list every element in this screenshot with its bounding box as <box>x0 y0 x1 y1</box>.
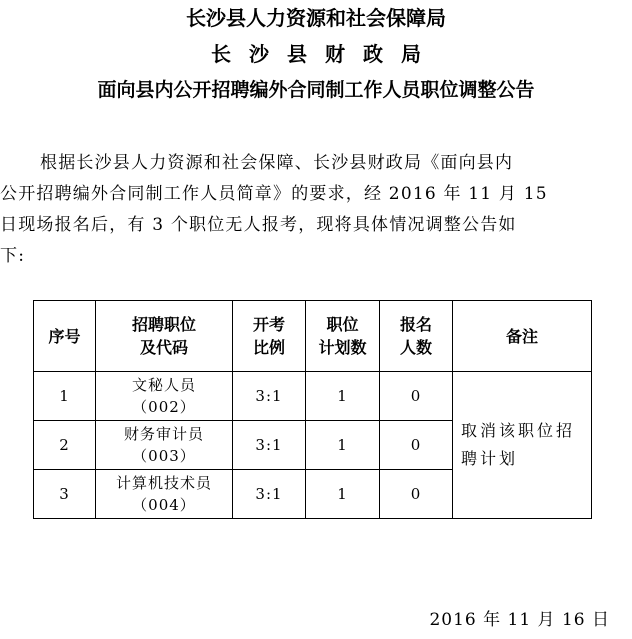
header-position-line-2: 及代码 <box>139 338 188 357</box>
issuer-line-hr-bureau: 长沙县人力资源和社会保障局 <box>186 6 446 30</box>
cell-plan: 1 <box>306 470 380 519</box>
issue-date: 2016 年 11 月 16 日 <box>429 610 610 630</box>
header-plan <box>306 301 380 372</box>
cell-position-code: （004） <box>132 496 196 514</box>
cell-applicants: 0 <box>380 372 453 421</box>
header-position <box>96 301 233 372</box>
body-paragraph-line-2: 公开招聘编外合同制工作人员简章》的要求，经 2016 年 11 月 15 <box>0 184 548 204</box>
header-plan-line-1: 职位 <box>326 315 359 334</box>
cell-position <box>96 421 233 470</box>
header-plan-line-2: 计划数 <box>318 338 367 357</box>
header-position-line-1: 招聘职位 <box>131 315 196 334</box>
cell-applicants: 0 <box>380 421 453 470</box>
cell-position <box>96 372 233 421</box>
header-ratio-line-1: 开考 <box>252 315 285 334</box>
cell-position-code: （003） <box>132 447 196 465</box>
table-header-row <box>34 301 592 372</box>
cell-ratio: 3:1 <box>233 421 306 470</box>
header-note: 备注 <box>453 301 592 372</box>
body-paragraph-line-1: 根据长沙县人力资源和社会保障、长沙县财政局《面向县内 <box>40 153 514 173</box>
cell-seq: 2 <box>34 421 96 470</box>
cell-applicants: 0 <box>380 470 453 519</box>
cell-position-name: 计算机技术员 <box>115 474 212 492</box>
cell-ratio: 3:1 <box>233 470 306 519</box>
document-title: 面向县内公开招聘编外合同制工作人员职位调整公告 <box>97 79 535 101</box>
cell-ratio: 3:1 <box>233 372 306 421</box>
cell-note: 取消该职位招聘计划 <box>453 372 592 519</box>
header-applicants-line-2: 人数 <box>399 338 432 357</box>
body-paragraph-line-4: 下: <box>0 246 26 266</box>
header-applicants <box>380 301 453 372</box>
cell-position-name: 财务审计员 <box>123 425 204 443</box>
issuer-line-finance-bureau: 长沙县财政局 <box>211 42 439 66</box>
header-seq: 序号 <box>34 301 96 372</box>
cell-position <box>96 470 233 519</box>
cell-seq: 3 <box>34 470 96 519</box>
cell-plan: 1 <box>306 421 380 470</box>
cell-position-code: （002） <box>132 398 196 416</box>
cell-position-name: 文秘人员 <box>131 376 196 394</box>
cell-seq: 1 <box>34 372 96 421</box>
header-ratio-line-2: 比例 <box>252 338 285 357</box>
header-applicants-line-1: 报名 <box>399 315 432 334</box>
cell-plan: 1 <box>306 372 380 421</box>
position-adjustment-table <box>33 300 592 519</box>
header-ratio <box>233 301 306 372</box>
body-paragraph-line-3: 日现场报名后，有 3 个职位无人报考，现将具体情况调整公告如 <box>0 215 517 235</box>
table-row <box>34 372 592 421</box>
